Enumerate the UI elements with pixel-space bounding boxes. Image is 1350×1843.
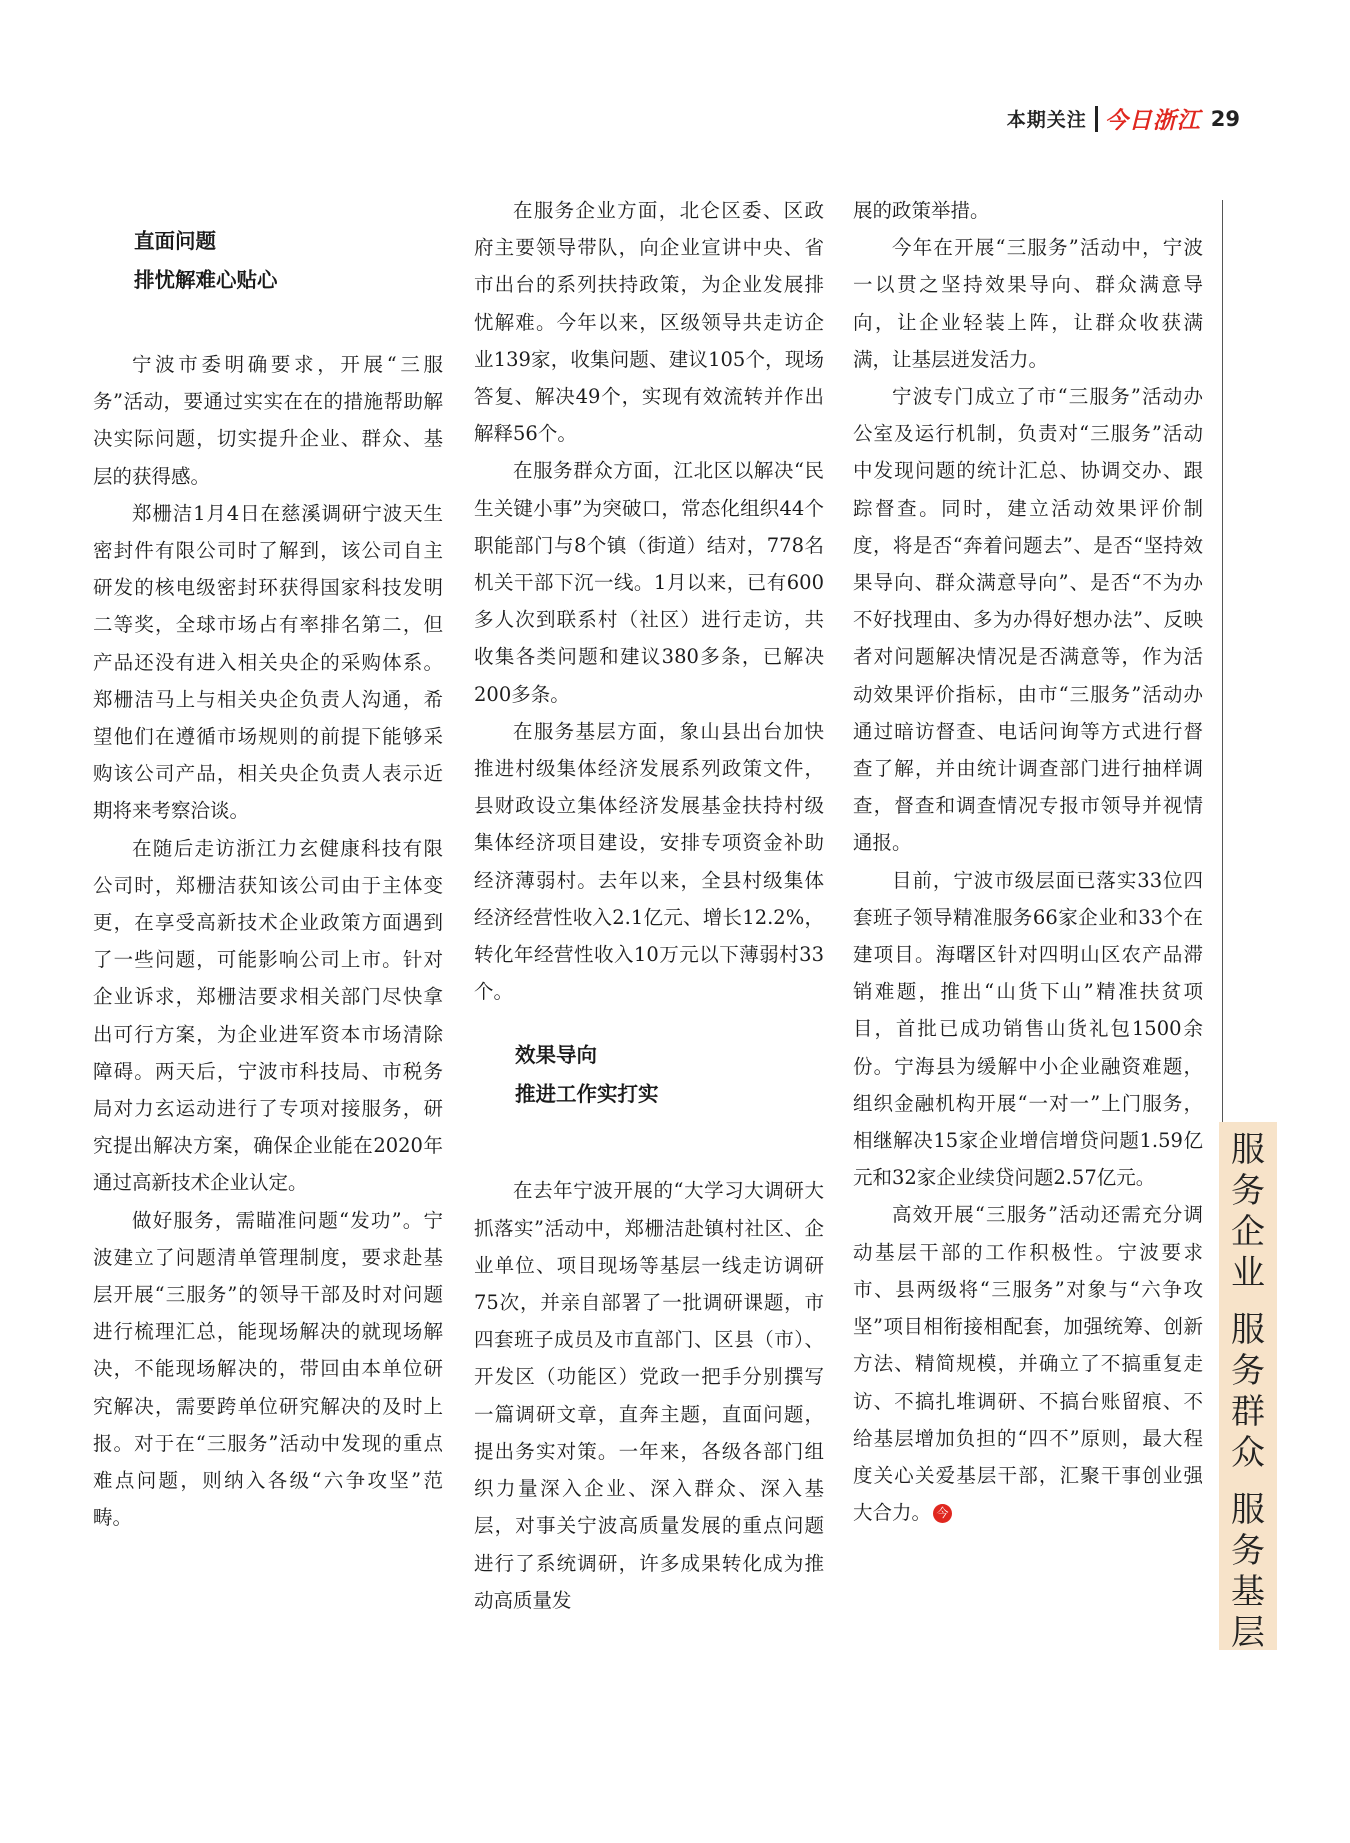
paragraph: 在服务基层方面，象山县出台加快推进村级集体经济发展系列政策文件，县财政设立集体经济发展基金扶持村级集体经济项目建设，安排专项资金补助经济薄弱村。去年以来，全县村级集体经济经营性收入2.1亿元、增长12.2%，转化年经营性收入10万元以下薄弱村33个。 — [474, 719, 824, 1004]
heading-line: 效果导向 — [515, 1043, 597, 1068]
paragraph: 宁波专门成立了市“三服务”活动办公室及运行机制，负责对“三服务”活动中发现问题的统计汇总、协调交办、跟踪督查。同时，建立活动效果评价制度，将是否“奔着问题去”、是否“坚持效果导向、群众满意导向”、是否“不为办不好找理由、多为办得好想办法”、反映者对问题解决情况是否满意等，作为活动效果评价指标，由市“三服务”活动办通过暗访督查、电话问询等方式进行督查了解，并由统计调查部门进行抽样调查，督查和调查情况专报市领导并视情通报。 — [853, 385, 1203, 855]
paragraph: 在服务群众方面，江北区以解决“民生关键小事”为突破口，常态化组织44个职能部门与8个镇（街道）结对，778名机关干部下沉一线。1月以来，已有600多人次到联系村（社区）进行走访，共收集各类问题和建议380多条，已解决200多条。 — [474, 459, 824, 706]
paragraph: 做好服务，需瞄准问题“发功”。宁波建立了问题清单管理制度，要求赴基层开展“三服务”的领导干部及时对问题进行梳理汇总，能现场解决的就现场解决，不能现场解决的，带回由本单位研究解决，需要跨单位研究解决的及时上报。对于在“三服务”活动中发现的重点难点问题，则纳入各级“六争攻坚”范畴。 — [93, 1208, 443, 1530]
article-column-2 — [474, 192, 824, 1619]
page-header — [1007, 102, 1240, 135]
section-heading-1 — [93, 222, 278, 300]
section-label: 本期关注 — [1006, 109, 1087, 131]
heading-line: 推进工作实打实 — [515, 1082, 659, 1107]
heading-line: 直面问题 — [134, 229, 216, 253]
paragraph: 郑栅洁1月4日在慈溪调研宁波天生密封件有限公司时了解到，该公司自主研发的核电级密封环获得国家科技发明二等奖，全球市场占有率排名第二，但产品还没有进入相关央企的采购体系。郑栅洁马上与相关央企负责人沟通，希望他们在遵循市场规则的前提下能够采购该公司产品，相关央企负责人表示近期将来考察洽谈。 — [93, 501, 443, 823]
paragraph-final — [853, 1196, 1203, 1531]
page-number: 29 — [1210, 106, 1240, 131]
banner-phrase-enterprise: 服务企业 — [1231, 1130, 1265, 1293]
paragraph: 今年在开展“三服务”活动中，宁波一以贯之坚持效果导向、群众满意导向，让企业轻装上阵，让群众收获满满，让基层迸发活力。 — [853, 236, 1203, 371]
side-banner — [1219, 1122, 1277, 1653]
section-heading-2 — [474, 1036, 824, 1114]
column-body — [93, 346, 443, 1537]
paragraph: 在随后走访浙江力玄健康科技有限公司时，郑栅洁获知该公司由于主体变更，在享受高新技术企业政策方面遇到了一些问题，可能影响公司上市。针对企业诉求，郑栅洁要求相关部门尽快拿出可行方案，为企业进军资本市场清除障碍。两天后，宁波市科技局、市税务局对力玄运动进行了专项对接服务，研究提出解决方案，确保企业能在2020年通过高新技术企业认定。 — [93, 836, 443, 1195]
paragraph-continuation: 展的政策举措。 — [853, 199, 990, 222]
paragraph: 在去年宁波开展的“大学习大调研大抓落实”活动中，郑栅洁赴镇村社区、企业单位、项目现场等基层一线走访调研75次，并亲自部署了一批调研课题，市四套班子成员及市直部门、区县（市）、开发区（功能区）党政一把手分别撰写一篇调研文章，直奔主题，直面问题，提出务实对策。一年来，各级各部门组织力量深入企业、深入群众、深入基层，对事关宁波高质量发展的重点问题进行了系统调研，许多成果转化成为推动高质量发 — [474, 1179, 824, 1612]
article-column-3 — [853, 192, 1203, 1531]
banner-phrase-grassroots: 服务基层 — [1231, 1490, 1265, 1653]
banner-phrase-public: 服务群众 — [1231, 1310, 1265, 1473]
brand-logo: 今日浙江 — [1104, 107, 1201, 134]
paragraph-text: 高效开展“三服务”活动还需充分调动基层干部的工作积极性。宁波要求市、县两级将“三服务”对象与“六争攻坚”项目相衔接相配套，加强统筹、创新方法、精简规模，并确立了不搞重复走访、不搞扎堆调研、不搞台账留痕、不给基层增加负担的“四不”原则，最大程度关心关爱基层干部，汇聚干事创业强大合力。 — [853, 1203, 1203, 1525]
heading-line: 排忧解难心贴心 — [134, 268, 278, 292]
paragraph: 宁波市委明确要求，开展“三服务”活动，要通过实实在在的措施帮助解决实际问题，切实提升企业、群众、基层的获得感。 — [93, 353, 443, 488]
end-mark-icon: 今 — [933, 1504, 952, 1523]
header-divider — [1095, 106, 1098, 132]
paragraph: 目前，宁波市级层面已落实33位四套班子领导精准服务66家企业和33个在建项目。海曙区针对四明山区农产品滞销难题，推出“山货下山”精准扶贫项目，首批已成功销售山货礼包1500余份。宁海县为缓解中小企业融资难题，组织金融机构开展“一对一”上门服务，相继解决15家企业增信增贷问题1.59亿元和32家企业续贷问题2.57亿元。 — [853, 868, 1203, 1190]
paragraph: 在服务企业方面，北仑区委、区政府主要领导带队，向企业宣讲中央、省市出台的系列扶持政策，为企业发展排忧解难。今年以来，区级领导共走访企业139家，收集问题、建议105个，现场答复、解决49个，实现有效流转并作出解释56个。 — [474, 199, 824, 446]
